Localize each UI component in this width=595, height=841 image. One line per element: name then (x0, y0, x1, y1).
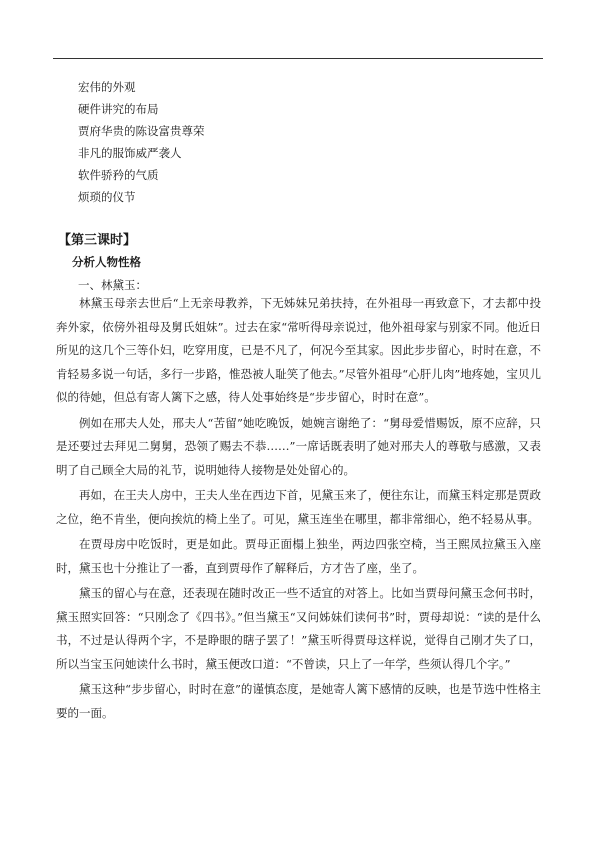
header-rule (53, 58, 543, 59)
subheading: 分析人物性格 (72, 255, 141, 269)
paragraph: 黛玉这种“步步留心，时时在意”的谨慎态度，是她寄人篱下感情的反映，也是节选中性格主要的一面。 (56, 682, 541, 720)
paragraph: 再如，在王夫人房中，王夫人坐在西边下首，见黛玉来了，便往东让，而黛玉料定那是贾政之位，绝不肯坐，便向挨炕的椅上坐了。可见，黛玉连坐在哪里，都非常细心，绝不轻易从事。 (56, 488, 541, 526)
paragraph: 在贾母房中吃饭时，更是如此。贾母正面榻上独坐，两边四张空椅，当王熙凤拉黛玉入座时，黛玉也十分推让了一番，直到贾母作了解释后，方才告了座，坐了。 (56, 537, 541, 575)
list-item: 宏伟的外观 (78, 80, 136, 94)
paragraph: 黛玉的留心与在意，还表现在随时改正一些不适宜的对答上。比如当贾母问黛玉念何书时，黛玉照实回答：“只刚念了《四书》。”但当黛玉“又问姊妹们读何书”时，贾母却说：“读的是什么书，不过是认得两个字，不是睁眼的瞎子罢了！”黛玉听得贾母这样说，觉得自己刚才失了口，所以当宝玉问她读什么书时，黛玉便改口道：“不曾读，只上了一年学，些须认得几个字。” (56, 586, 541, 671)
list-item: 贾府华贵的陈设富贵尊荣 (78, 124, 205, 138)
paragraph: 林黛玉母亲去世后“上无亲母教养，下无姊妹兄弟扶持，在外祖母一再致意下，才去都中投奔外家，依傍外祖母及舅氏姐妹”。过去在家“常听得母亲说过，他外祖母家与别家不同。他近日所见的这几个三等仆妇，吃穿用度，已是不凡了，何况今至其家。因此步步留心，时时在意，不肯轻易多说一句话，多行一步路，惟恐被人耻笑了他去。”尽管外祖母“心肝儿肉”地疼她，宝贝儿似的待她，但总有寄人篱下之感，待人处事始终是“步步留心，时时在意”。 (56, 296, 541, 404)
body-text (56, 292, 541, 727)
list-item: 软件骄矜的气质 (78, 168, 159, 182)
lesson-title: 【第三课时】 (58, 233, 137, 248)
list-item: 烦琐的仪节 (78, 190, 136, 204)
list-item: 硬件讲究的布局 (78, 102, 159, 116)
list-item: 非凡的服饰威严袭人 (78, 146, 182, 160)
summary-list (78, 76, 205, 208)
section-title: 一、林黛玉： (78, 278, 147, 292)
paragraph: 例如在邢夫人处，邢夫人“苦留”她吃晚饭，她婉言谢绝了：“舅母爱惜赐饭，原不应辞，只是还要过去拜见二舅舅，恐领了赐去不恭……”一席话既表明了她对邢夫人的尊敬与感激，又表明了自己顾全大局的礼节，说明她待人接物是处处留心的。 (56, 415, 541, 477)
